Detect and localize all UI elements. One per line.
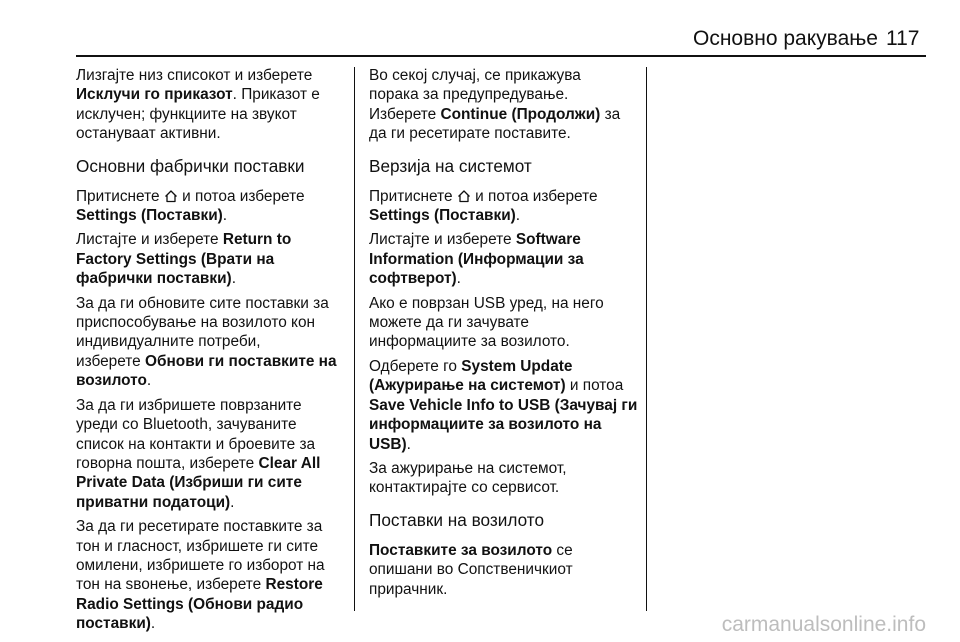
text-line: исклучен; функциите на звукот xyxy=(76,105,297,123)
menu-option-clear-private-cont: Private Data (Избриши ги сите xyxy=(76,474,302,492)
menu-option-save-vehicle-info-cont: информациите за возилото на xyxy=(369,416,602,434)
text-fragment: Изберете xyxy=(369,105,437,123)
text-line: порака за предупредување. xyxy=(369,86,569,104)
menu-option-vehicle-settings: Поставките за возилото xyxy=(369,541,553,559)
paragraph-contact-service xyxy=(369,459,639,498)
text-fragment: . xyxy=(230,493,235,511)
menu-option-software-info: Software xyxy=(515,231,581,249)
menu-option-clear-private: Clear All xyxy=(258,454,321,472)
section-heading-vehicle-settings: Поставки на возилото xyxy=(369,509,545,530)
text-line: контактирајте со сервисот. xyxy=(369,479,560,497)
text-line: омилени, избришете го изборот на xyxy=(76,556,325,574)
text-line: За ажурирање на системот, xyxy=(369,459,567,477)
text-line: За да ги обновите сите поставки за xyxy=(76,294,329,312)
paragraph-restore-radio xyxy=(76,517,346,633)
paragraph-display-off xyxy=(76,66,346,144)
menu-option-system-update: System Update xyxy=(461,357,573,375)
menu-option-save-vehicle-info: Save Vehicle Info to USB (Зачувај ги xyxy=(369,396,638,414)
menu-option-settings: Settings (Поставки) xyxy=(369,207,516,225)
text-line: За да ги избришете поврзаните xyxy=(76,396,302,414)
paragraph-return-factory xyxy=(76,230,346,288)
text-line: тон и гласност, избришете ги сите xyxy=(76,537,319,555)
page-number: 117 xyxy=(886,27,920,50)
menu-option-display-off: Исклучи го приказот xyxy=(76,86,233,104)
menu-option-restore-radio-cont: Radio Settings (Обнови радио xyxy=(76,595,304,613)
left-column xyxy=(76,66,346,639)
paragraph-press-home-2 xyxy=(369,187,639,226)
paragraph-vehicle-settings xyxy=(369,541,639,599)
home-icon xyxy=(457,189,471,203)
menu-option-restore-vehicle-cont: возилото xyxy=(76,372,147,390)
menu-option-save-vehicle-info-cont: USB) xyxy=(369,435,407,453)
menu-option-return-factory-cont: фабрички поставки) xyxy=(76,270,232,288)
text-fragment: и потоа изберете xyxy=(475,187,598,205)
text-line: список на контакти и броевите за xyxy=(76,435,316,453)
text-line: можете да ги зачувате xyxy=(369,314,529,332)
text-line: Ако е поврзан USB уред, на него xyxy=(369,294,604,312)
text-line: прирачник. xyxy=(369,580,448,598)
paragraph-software-info xyxy=(369,230,639,288)
text-fragment: Притиснете xyxy=(76,187,160,205)
text-fragment: . xyxy=(150,615,156,633)
section-heading-factory-settings: Основни фабрички поставки xyxy=(76,155,305,176)
watermark: carmanualsonline.info xyxy=(721,613,926,636)
menu-option-restore-radio: Restore xyxy=(265,576,323,594)
paragraph-usb xyxy=(369,294,639,352)
text-fragment: . xyxy=(146,372,152,390)
text-line: да ги ресетирате поставите. xyxy=(369,125,571,143)
paragraph-clear-private xyxy=(76,396,346,512)
text-fragment: Листајте и изберете xyxy=(76,231,219,249)
menu-option-return-factory: Return to xyxy=(222,231,292,249)
text-fragment: говорна пошта, изберете xyxy=(76,454,255,472)
text-line: Лизгајте низ списокот и изберете xyxy=(76,67,313,84)
menu-option-settings: Settings (Поставки) xyxy=(76,207,223,225)
text-fragment: . Приказот е xyxy=(232,86,320,104)
header-divider xyxy=(76,55,926,57)
menu-option-clear-private-cont: приватни податоци) xyxy=(76,493,231,511)
text-fragment: и потоа xyxy=(569,377,624,395)
paragraph-restore-vehicle xyxy=(76,294,346,391)
text-line: За да ги ресетирате поставките за xyxy=(76,518,323,536)
text-fragment: Листајте и изберете xyxy=(369,231,512,249)
text-fragment: Одберете го xyxy=(369,357,457,375)
text-fragment: . xyxy=(406,435,411,453)
text-line: информациите за возилото. xyxy=(369,333,570,351)
paragraph-system-update xyxy=(369,357,639,454)
menu-option-system-update-cont: (Ажурирање на системот) xyxy=(369,377,566,395)
text-fragment: тон на ѕвонење, изберете xyxy=(76,576,262,594)
page-title: Основно ракување xyxy=(692,27,878,50)
text-line: уреди со Bluetooth, зачуваните xyxy=(76,416,297,434)
text-fragment: се xyxy=(556,541,573,559)
column-divider-left xyxy=(354,67,355,611)
text-line: приспособување на возилото кон xyxy=(76,314,316,332)
text-fragment: изберете xyxy=(76,352,141,370)
text-fragment: и потоа изберете xyxy=(182,187,305,205)
menu-option-restore-vehicle: Обнови ги поставките на xyxy=(145,352,337,370)
menu-option-restore-radio-cont: поставки) xyxy=(76,615,151,633)
menu-option-continue: Continue (Продолжи) xyxy=(440,105,601,123)
text-fragment: . xyxy=(515,207,521,225)
right-column xyxy=(369,66,639,604)
text-fragment: . xyxy=(222,207,228,225)
text-line: опишани во Сопственичкиот xyxy=(369,561,573,579)
text-fragment: за xyxy=(604,105,621,123)
text-line: остануваат активни. xyxy=(76,125,221,143)
text-line: индивидуалните потреби, xyxy=(76,333,261,351)
text-fragment: . xyxy=(456,270,461,288)
menu-option-software-info-cont: софтверот) xyxy=(369,270,457,288)
text-fragment: Притиснете xyxy=(369,187,453,205)
section-heading-system-version: Верзија на системот xyxy=(369,155,532,176)
paragraph-continue xyxy=(369,66,639,144)
text-line: Во секој случај, се прикажува xyxy=(369,67,581,84)
paragraph-press-home xyxy=(76,187,346,226)
home-icon xyxy=(164,189,178,203)
text-fragment: . xyxy=(231,270,236,288)
menu-option-return-factory-cont: Factory Settings (Врати на xyxy=(76,250,275,268)
column-divider-right xyxy=(646,67,647,611)
menu-option-software-info-cont: Information (Информации за xyxy=(369,250,584,268)
